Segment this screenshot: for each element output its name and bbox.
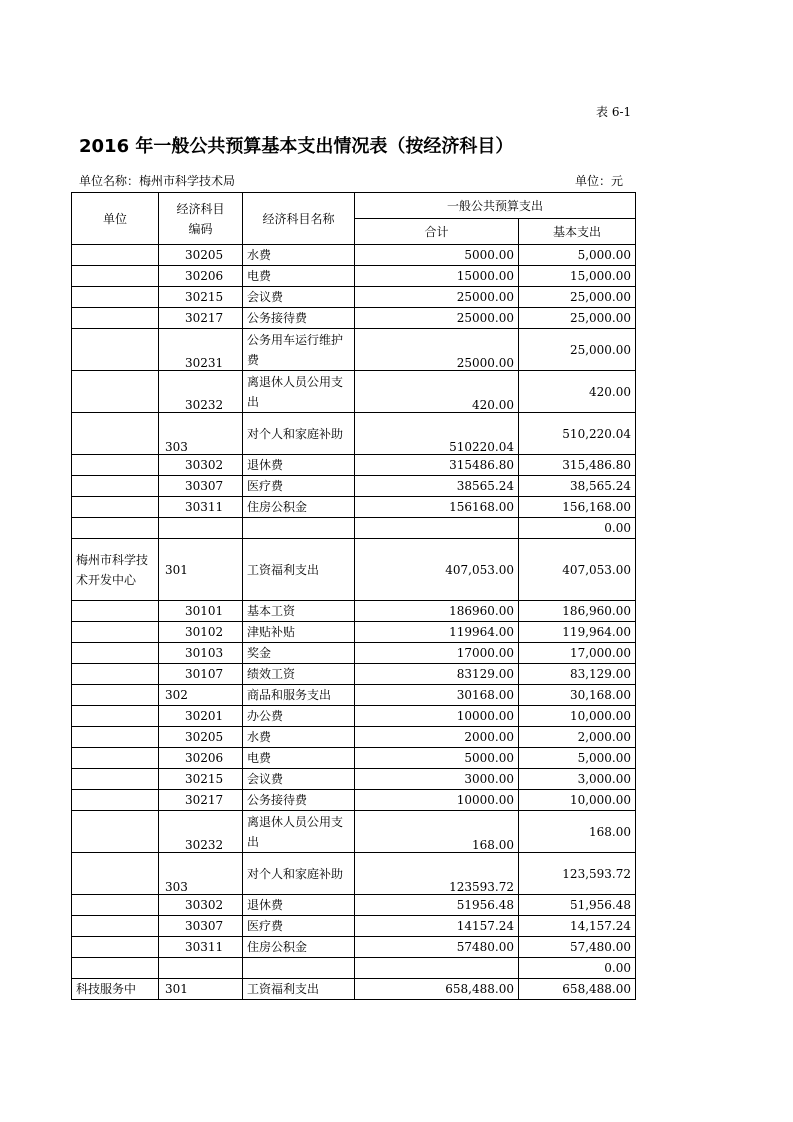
cell-unit bbox=[72, 287, 159, 308]
table-row bbox=[72, 539, 636, 601]
cell-basic: 510,220.04 bbox=[519, 413, 636, 455]
cell-total: 510220.04 bbox=[355, 413, 519, 455]
cell-total: 17000.00 bbox=[355, 643, 519, 664]
cell-name: 基本工资 bbox=[243, 601, 355, 622]
cell-name: 公务接待费 bbox=[243, 308, 355, 329]
cell-code: 30205 bbox=[159, 727, 243, 748]
cell-unit bbox=[72, 308, 159, 329]
table-row bbox=[72, 748, 636, 769]
cell-basic: 57,480.00 bbox=[519, 937, 636, 958]
cell-code: 30215 bbox=[159, 769, 243, 790]
cell-unit: 科技服务中 bbox=[72, 979, 159, 1000]
table-row bbox=[72, 706, 636, 727]
cell-total: 57480.00 bbox=[355, 937, 519, 958]
cell-total: 123593.72 bbox=[355, 853, 519, 895]
cell-unit bbox=[72, 937, 159, 958]
cell-name: 公务接待费 bbox=[243, 790, 355, 811]
cell-code: 30307 bbox=[159, 916, 243, 937]
cell-unit bbox=[72, 685, 159, 706]
header-code: 经济科目编码 bbox=[159, 193, 243, 245]
cell-name: 对个人和家庭补助 bbox=[243, 413, 355, 455]
header-basic: 基本支出 bbox=[519, 219, 636, 245]
cell-unit bbox=[72, 245, 159, 266]
cell-code: 303 bbox=[159, 853, 243, 895]
page-title: 2016 年一般公共预算基本支出情况表（按经济科目） bbox=[79, 136, 514, 157]
table-row bbox=[72, 455, 636, 476]
cell-basic: 0.00 bbox=[519, 518, 636, 539]
cell-unit bbox=[72, 916, 159, 937]
cell-name: 公务用车运行维护费 bbox=[243, 329, 355, 371]
cell-unit bbox=[72, 371, 159, 413]
table-number: 表 6-1 bbox=[596, 105, 632, 119]
table-row bbox=[72, 916, 636, 937]
table-row bbox=[72, 371, 636, 413]
cell-total bbox=[355, 958, 519, 979]
cell-code: 30231 bbox=[159, 329, 243, 371]
cell-code: 30215 bbox=[159, 287, 243, 308]
header-name: 经济科目名称 bbox=[243, 193, 355, 245]
table-row bbox=[72, 308, 636, 329]
cell-name: 医疗费 bbox=[243, 476, 355, 497]
cell-name: 津贴补贴 bbox=[243, 622, 355, 643]
cell-total: 51956.48 bbox=[355, 895, 519, 916]
cell-basic: 14,157.24 bbox=[519, 916, 636, 937]
cell-name: 奖金 bbox=[243, 643, 355, 664]
cell-unit bbox=[72, 895, 159, 916]
cell-total: 10000.00 bbox=[355, 790, 519, 811]
cell-basic: 123,593.72 bbox=[519, 853, 636, 895]
cell-unit bbox=[72, 664, 159, 685]
cell-total: 186960.00 bbox=[355, 601, 519, 622]
cell-unit bbox=[72, 853, 159, 895]
cell-unit bbox=[72, 769, 159, 790]
cell-code: 30311 bbox=[159, 497, 243, 518]
cell-code: 301 bbox=[159, 979, 243, 1000]
cell-basic: 3,000.00 bbox=[519, 769, 636, 790]
budget-table bbox=[71, 192, 636, 1000]
cell-basic: 25,000.00 bbox=[519, 329, 636, 371]
table-row bbox=[72, 476, 636, 497]
cell-name: 离退休人员公用支出 bbox=[243, 811, 355, 853]
table-row bbox=[72, 979, 636, 1000]
cell-basic: 420.00 bbox=[519, 371, 636, 413]
table-body bbox=[72, 245, 636, 1000]
table-row bbox=[72, 497, 636, 518]
cell-name: 退休费 bbox=[243, 895, 355, 916]
cell-total: 2000.00 bbox=[355, 727, 519, 748]
cell-basic: 407,053.00 bbox=[519, 539, 636, 601]
cell-name: 对个人和家庭补助 bbox=[243, 853, 355, 895]
cell-name: 住房公积金 bbox=[243, 937, 355, 958]
cell-name: 水费 bbox=[243, 245, 355, 266]
cell-code bbox=[159, 518, 243, 539]
cell-basic: 38,565.24 bbox=[519, 476, 636, 497]
cell-basic: 83,129.00 bbox=[519, 664, 636, 685]
cell-basic: 25,000.00 bbox=[519, 287, 636, 308]
cell-code: 30302 bbox=[159, 895, 243, 916]
table-row bbox=[72, 895, 636, 916]
cell-code: 30206 bbox=[159, 266, 243, 287]
cell-unit bbox=[72, 622, 159, 643]
cell-total: 5000.00 bbox=[355, 748, 519, 769]
cell-unit bbox=[72, 413, 159, 455]
cell-unit bbox=[72, 601, 159, 622]
table-row bbox=[72, 287, 636, 308]
table-row bbox=[72, 685, 636, 706]
cell-code: 30217 bbox=[159, 308, 243, 329]
cell-basic: 315,486.80 bbox=[519, 455, 636, 476]
table-row bbox=[72, 769, 636, 790]
cell-unit bbox=[72, 329, 159, 371]
cell-total bbox=[355, 518, 519, 539]
cell-unit bbox=[72, 476, 159, 497]
cell-total: 15000.00 bbox=[355, 266, 519, 287]
table-row bbox=[72, 958, 636, 979]
table-row bbox=[72, 853, 636, 895]
cell-code: 30217 bbox=[159, 790, 243, 811]
cell-name: 会议费 bbox=[243, 287, 355, 308]
cell-code: 303 bbox=[159, 413, 243, 455]
cell-total: 25000.00 bbox=[355, 329, 519, 371]
cell-unit bbox=[72, 811, 159, 853]
cell-code: 30302 bbox=[159, 455, 243, 476]
cell-basic: 17,000.00 bbox=[519, 643, 636, 664]
unit-name-label: 单位名称：梅州市科学技术局 bbox=[79, 174, 236, 188]
cell-unit bbox=[72, 266, 159, 287]
cell-name: 会议费 bbox=[243, 769, 355, 790]
cell-total: 420.00 bbox=[355, 371, 519, 413]
table-row bbox=[72, 601, 636, 622]
cell-total: 658,488.00 bbox=[355, 979, 519, 1000]
cell-basic: 5,000.00 bbox=[519, 245, 636, 266]
cell-code bbox=[159, 958, 243, 979]
cell-code: 30206 bbox=[159, 748, 243, 769]
cell-name: 工资福利支出 bbox=[243, 539, 355, 601]
table-row bbox=[72, 790, 636, 811]
cell-basic: 658,488.00 bbox=[519, 979, 636, 1000]
table-row bbox=[72, 245, 636, 266]
cell-total: 38565.24 bbox=[355, 476, 519, 497]
header-unit: 单位 bbox=[72, 193, 159, 245]
header-total: 合计 bbox=[355, 219, 519, 245]
cell-total: 168.00 bbox=[355, 811, 519, 853]
cell-basic: 168.00 bbox=[519, 811, 636, 853]
header-budget-group: 一般公共预算支出 bbox=[355, 193, 636, 219]
cell-basic: 15,000.00 bbox=[519, 266, 636, 287]
cell-basic: 51,956.48 bbox=[519, 895, 636, 916]
cell-name: 电费 bbox=[243, 266, 355, 287]
cell-name: 水费 bbox=[243, 727, 355, 748]
table-row bbox=[72, 413, 636, 455]
cell-total: 407,053.00 bbox=[355, 539, 519, 601]
cell-code: 30307 bbox=[159, 476, 243, 497]
cell-basic: 186,960.00 bbox=[519, 601, 636, 622]
cell-unit bbox=[72, 958, 159, 979]
cell-name: 办公费 bbox=[243, 706, 355, 727]
cell-code: 30232 bbox=[159, 371, 243, 413]
cell-basic: 2,000.00 bbox=[519, 727, 636, 748]
cell-name bbox=[243, 958, 355, 979]
cell-basic: 119,964.00 bbox=[519, 622, 636, 643]
cell-basic: 0.00 bbox=[519, 958, 636, 979]
cell-code: 30311 bbox=[159, 937, 243, 958]
cell-code: 30232 bbox=[159, 811, 243, 853]
table-row bbox=[72, 518, 636, 539]
cell-unit bbox=[72, 455, 159, 476]
cell-basic: 10,000.00 bbox=[519, 790, 636, 811]
cell-unit bbox=[72, 497, 159, 518]
table-row bbox=[72, 266, 636, 287]
cell-name: 绩效工资 bbox=[243, 664, 355, 685]
cell-total: 25000.00 bbox=[355, 308, 519, 329]
cell-name: 离退休人员公用支出 bbox=[243, 371, 355, 413]
cell-basic: 5,000.00 bbox=[519, 748, 636, 769]
cell-name: 工资福利支出 bbox=[243, 979, 355, 1000]
cell-code: 30107 bbox=[159, 664, 243, 685]
cell-total: 83129.00 bbox=[355, 664, 519, 685]
cell-name bbox=[243, 518, 355, 539]
cell-unit bbox=[72, 518, 159, 539]
cell-basic: 30,168.00 bbox=[519, 685, 636, 706]
cell-total: 14157.24 bbox=[355, 916, 519, 937]
cell-total: 315486.80 bbox=[355, 455, 519, 476]
cell-unit bbox=[72, 727, 159, 748]
cell-total: 156168.00 bbox=[355, 497, 519, 518]
table-row bbox=[72, 727, 636, 748]
cell-code: 30103 bbox=[159, 643, 243, 664]
cell-code: 30102 bbox=[159, 622, 243, 643]
cell-total: 3000.00 bbox=[355, 769, 519, 790]
cell-total: 5000.00 bbox=[355, 245, 519, 266]
cell-basic: 10,000.00 bbox=[519, 706, 636, 727]
cell-unit bbox=[72, 643, 159, 664]
cell-unit: 梅州市科学技术开发中心 bbox=[72, 539, 159, 601]
cell-total: 119964.00 bbox=[355, 622, 519, 643]
table-row bbox=[72, 937, 636, 958]
currency-unit-label: 单位：元 bbox=[575, 174, 624, 188]
table-row bbox=[72, 811, 636, 853]
cell-code: 30201 bbox=[159, 706, 243, 727]
table-row bbox=[72, 664, 636, 685]
cell-code: 302 bbox=[159, 685, 243, 706]
table-row bbox=[72, 329, 636, 371]
cell-basic: 25,000.00 bbox=[519, 308, 636, 329]
cell-unit bbox=[72, 748, 159, 769]
cell-code: 301 bbox=[159, 539, 243, 601]
cell-total: 25000.00 bbox=[355, 287, 519, 308]
cell-name: 医疗费 bbox=[243, 916, 355, 937]
cell-code: 30101 bbox=[159, 601, 243, 622]
cell-unit bbox=[72, 790, 159, 811]
cell-name: 商品和服务支出 bbox=[243, 685, 355, 706]
cell-unit bbox=[72, 706, 159, 727]
table-row bbox=[72, 643, 636, 664]
cell-code: 30205 bbox=[159, 245, 243, 266]
cell-name: 住房公积金 bbox=[243, 497, 355, 518]
cell-name: 退休费 bbox=[243, 455, 355, 476]
table-row bbox=[72, 622, 636, 643]
cell-basic: 156,168.00 bbox=[519, 497, 636, 518]
cell-total: 10000.00 bbox=[355, 706, 519, 727]
cell-name: 电费 bbox=[243, 748, 355, 769]
cell-total: 30168.00 bbox=[355, 685, 519, 706]
